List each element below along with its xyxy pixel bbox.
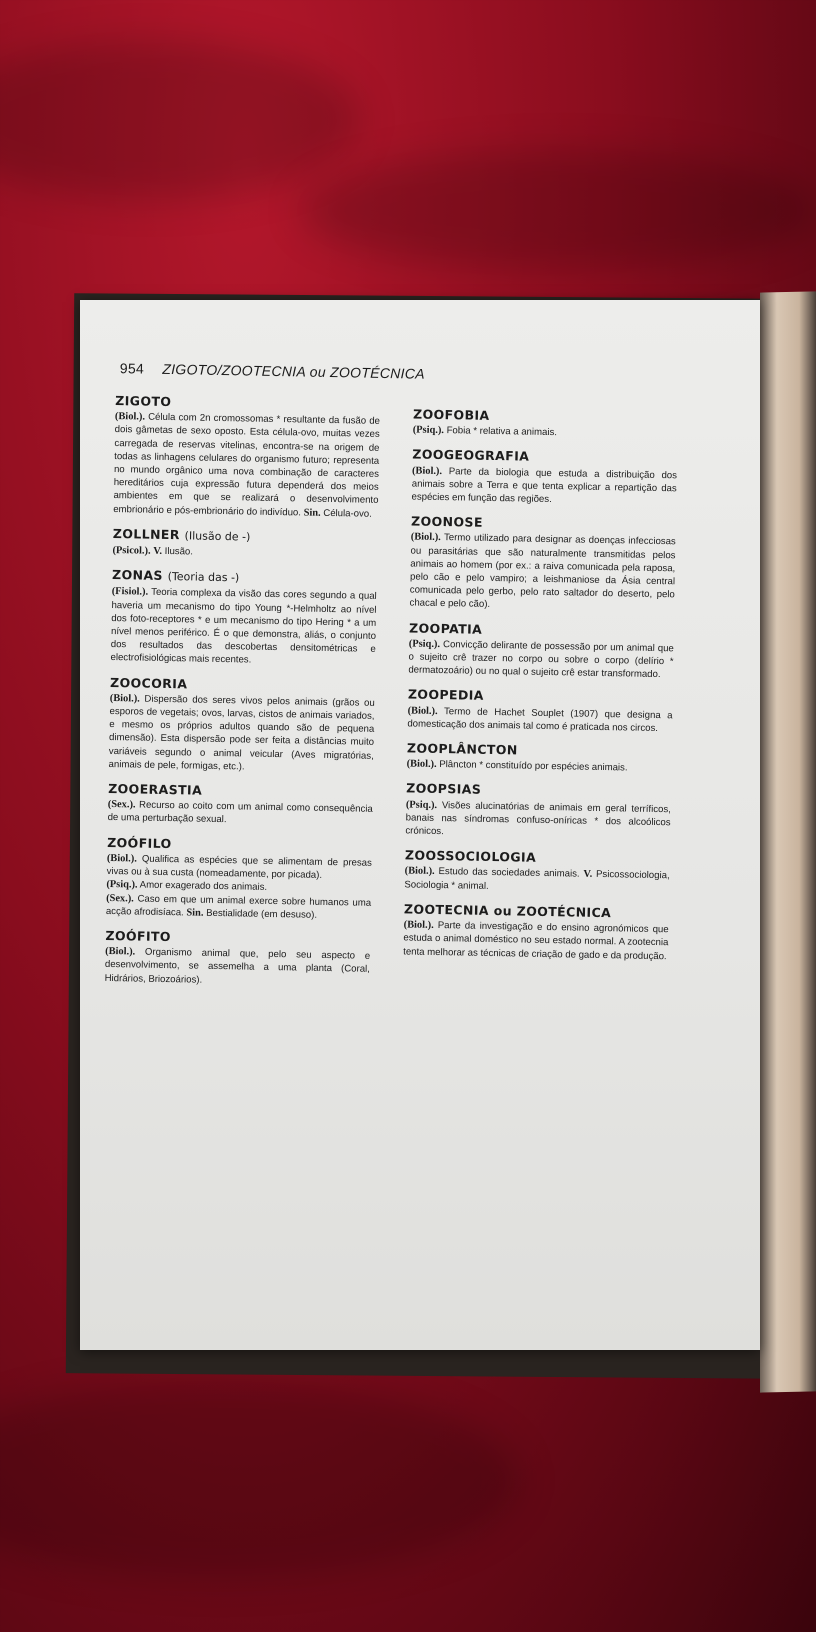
entry-definition bbox=[413, 424, 678, 442]
definition-text: Parte da biologia que estuda a distribuição dos animais sobre a Terra e que tenta explicar a repartição das espécies em função das regiões. bbox=[411, 465, 678, 506]
left-column bbox=[104, 394, 380, 1000]
cross-reference-text: Bestialidade (em desuso). bbox=[206, 907, 318, 921]
definition-text: Estudo das sociedades animais. bbox=[438, 866, 580, 881]
entry-definition bbox=[411, 464, 677, 508]
fabric-fold bbox=[0, 1380, 520, 1580]
definition-text: Visões alucinatórias de animais em geral terríficos, banais nas síndromas confuso-oníricas * dos alcoólicos crónicos. bbox=[405, 799, 671, 838]
definition-text: Célula com 2n cromossomas * resultante da fusão de dois gâmetas de sexo oposto. Esta célula-ovo, muitas vezes carregada de reservas vitelinas, encontra-se na origem de todas as linhagens celulares do organismo futuro; representa no mundo orgânico uma nova combinação de caracteres hereditários cuja expressão futura dependerá dos meios ambientes em que se realizará o desenvolvimento embrionário e pós-embrionário do indivíduo. bbox=[113, 411, 381, 519]
dictionary-entry bbox=[110, 568, 377, 669]
field-abbreviation: (Biol.). bbox=[106, 852, 137, 865]
entry-headword bbox=[105, 929, 370, 947]
headword-text: ZOLLNER bbox=[112, 525, 180, 543]
entry-headword bbox=[110, 676, 375, 694]
headword-text: ZOONOSE bbox=[410, 513, 483, 531]
entry-headword bbox=[409, 621, 674, 639]
entry-headword bbox=[413, 407, 678, 425]
dictionary-entry bbox=[408, 621, 674, 682]
definition-text: Organismo animal que, pelo seu aspecto e desenvolvimento, se assemelha a uma planta (Coral, Hidrários, Briozoários). bbox=[104, 946, 371, 986]
definition-text: Plâncton * constituído por espécies animais. bbox=[439, 759, 628, 774]
entry-definition bbox=[407, 704, 672, 735]
definition-text: Termo de Hachet Souplet (1907) que designa a domesticação dos animais tal como é praticada nos circos. bbox=[407, 705, 673, 734]
headword-text: ZOOFOBIA bbox=[412, 406, 490, 423]
field-abbreviation: (Sex.). bbox=[107, 799, 136, 811]
headword-text: ZOOPATIA bbox=[409, 620, 483, 637]
running-head-title: ZIGOTO/ZOOTECNIA ou ZOOTÉCNICA bbox=[162, 360, 426, 382]
field-abbreviation: (Psiq.). bbox=[106, 879, 138, 891]
dictionary-entry bbox=[113, 394, 380, 521]
entry-definition bbox=[113, 410, 380, 520]
entry-definition bbox=[408, 637, 674, 681]
headword-text: ZOOPEDIA bbox=[407, 686, 484, 704]
definition-text: Fobia * relativa a animais. bbox=[446, 425, 558, 439]
fabric-fold bbox=[300, 150, 816, 270]
definition-text: Convicção delirante de possessão por um animal que o sujeito crê trazer no corpo ou sobre o corpo (delírio * dermatozoário) ou no qual o sujeito crê estar transformado. bbox=[408, 638, 674, 681]
headword-text: ZOOPLÂNCTON bbox=[406, 740, 518, 758]
entry-definition bbox=[106, 891, 371, 922]
headword-text: ZONAS bbox=[111, 567, 164, 584]
entry-headword bbox=[406, 782, 671, 800]
headword-text: ZOOSSOCIOLOGIA bbox=[404, 847, 537, 866]
definition-text: Amor exagerado dos animais. bbox=[139, 879, 268, 894]
field-abbreviation: (Biol.). bbox=[407, 705, 438, 717]
entry-headword bbox=[412, 448, 677, 466]
cross-reference-marker: V. bbox=[153, 545, 163, 557]
entry-definition bbox=[108, 692, 374, 776]
entry-headword bbox=[108, 782, 373, 800]
field-abbreviation: (Biol.). bbox=[114, 411, 146, 423]
definition-text: Recurso ao coito com um animal como consequência de uma perturbação sexual. bbox=[107, 799, 373, 826]
headword-text: ZIGOTO bbox=[115, 393, 172, 410]
book-page-edge bbox=[760, 291, 816, 1392]
definition-text: Dispersão dos seres vivos pelos animais (grãos ou esporos de vegetais; ovos, larvas, cistos de animais variados, e mesmo os próprios adultos quando são de pequena dimensão). Esta dispersão pode ser feita a distâncias muito variáveis segundo o animal veicular (Aves migratórias, animais de pele, formigas, etc.). bbox=[108, 693, 375, 773]
headword-text: ZOOERASTIA bbox=[108, 781, 203, 798]
dictionary-entry bbox=[106, 836, 372, 923]
cross-reference-text: Psicossociologia, Sociologia * animal. bbox=[404, 869, 670, 892]
cross-reference-marker: Sin. bbox=[186, 907, 204, 919]
entry-definition bbox=[407, 758, 672, 776]
entry-definition bbox=[105, 945, 371, 989]
entry-definition bbox=[403, 918, 669, 962]
entry-headword bbox=[112, 568, 377, 587]
dictionary-entry bbox=[108, 676, 375, 776]
entry-headword bbox=[408, 688, 673, 706]
headword-text: ZOOGEOGRAFIA bbox=[412, 446, 530, 465]
cross-reference-text: Célula-ovo. bbox=[323, 507, 372, 520]
headword-text: ZOOCORIA bbox=[109, 674, 188, 692]
headword-text: ZOÓFILO bbox=[107, 834, 172, 851]
dictionary-entry bbox=[403, 902, 669, 963]
field-abbreviation: (Biol.). bbox=[406, 758, 437, 771]
field-abbreviation: (Sex.). bbox=[106, 892, 134, 904]
field-abbreviation: (Biol.). bbox=[411, 465, 443, 477]
field-abbreviation: (Psicol.). bbox=[112, 545, 151, 557]
entry-headword bbox=[115, 394, 380, 412]
field-abbreviation: (Biol.). bbox=[105, 946, 136, 958]
cross-reference-marker: Sin. bbox=[303, 507, 321, 519]
headword-text: ZOOPSIAS bbox=[406, 780, 482, 798]
cross-reference-marker: V. bbox=[583, 869, 593, 881]
field-abbreviation: (Psiq.). bbox=[412, 424, 445, 437]
headword-qualifier: (Ilusão de -) bbox=[184, 529, 251, 544]
field-abbreviation: (Biol.). bbox=[109, 692, 140, 705]
field-abbreviation: (Biol.). bbox=[404, 865, 435, 878]
fabric-fold bbox=[0, 40, 360, 200]
entry-definition bbox=[107, 798, 372, 829]
entry-headword bbox=[113, 527, 378, 546]
entry-definition bbox=[405, 798, 671, 842]
entry-headword bbox=[405, 849, 670, 867]
dictionary-entry bbox=[407, 741, 672, 775]
field-abbreviation: (Biol.). bbox=[403, 919, 434, 932]
field-abbreviation: (Fisiol.). bbox=[111, 586, 149, 599]
definition-text: Qualifica as espécies que se alimentam de presas vivas ou à sua custa (nomeadamente, por picada). bbox=[106, 853, 372, 881]
entry-headword bbox=[411, 515, 676, 533]
definition-text: Teoria complexa da visão das cores segundo a qual haveria um mecanismo do tipo Young *-Helmholtz ao nível dos foto-receptores * e um mecanismo do tipo Hering * a um nível menos periférico. É o que demonstra, aliás, o conjunto dos resultados das descobertas densitométricas e electrofisiológicas mais recentes. bbox=[110, 587, 377, 667]
field-abbreviation: (Psiq.). bbox=[405, 799, 438, 811]
entry-definition bbox=[110, 585, 376, 669]
book-page bbox=[80, 300, 760, 1350]
entry-headword bbox=[404, 902, 669, 920]
entry-definition bbox=[404, 865, 669, 896]
dictionary-entry bbox=[105, 929, 371, 990]
dictionary-entry bbox=[405, 782, 671, 843]
field-abbreviation: (Psiq.). bbox=[408, 638, 441, 650]
page-content bbox=[100, 360, 734, 1131]
definition-text: Caso em que um animal exerce sobre humanos uma acção afrodisíaca. bbox=[105, 893, 372, 919]
right-column bbox=[403, 407, 678, 973]
dictionary-entry bbox=[107, 782, 373, 829]
entry-definition bbox=[112, 544, 377, 562]
dictionary-entry bbox=[409, 515, 676, 615]
dictionary-entry bbox=[407, 688, 673, 735]
definition-text: Termo utilizado para designar as doenças infecciosas ou parasitárias que são naturalmente transmitidas pelos animais ao homem (por ex.: a raiva comunicada pela raposa, pelo cão e pelo vampiro; a leishmaniose da Ásia central comunicada pelo gerbo, pelo rato saltador do deserto, pelo chacal e pelo cão). bbox=[409, 532, 676, 611]
headword-qualifier: (Teoria das -) bbox=[167, 570, 240, 585]
cross-reference-text: Ilusão. bbox=[164, 545, 194, 558]
running-header bbox=[120, 360, 720, 387]
page-number: 954 bbox=[119, 360, 145, 377]
dictionary-entry bbox=[112, 527, 378, 562]
headword-text: ZOÓFITO bbox=[105, 927, 172, 945]
entry-headword bbox=[407, 741, 672, 759]
dictionary-entry bbox=[413, 407, 678, 441]
field-abbreviation: (Biol.). bbox=[410, 531, 441, 544]
headword-text: ZOOTECNIA ou ZOOTÉCNICA bbox=[403, 901, 612, 921]
entry-definition bbox=[409, 531, 675, 615]
entry-headword bbox=[107, 836, 372, 854]
definition-text: Parte da investigação e do ensino agronómicos que estuda o animal doméstico no seu estado normal. A zootecnia tenta melhorar as técnicas de criação de gado e da produção. bbox=[403, 920, 669, 962]
dictionary-entry bbox=[411, 448, 677, 509]
dictionary-entry bbox=[404, 849, 670, 896]
